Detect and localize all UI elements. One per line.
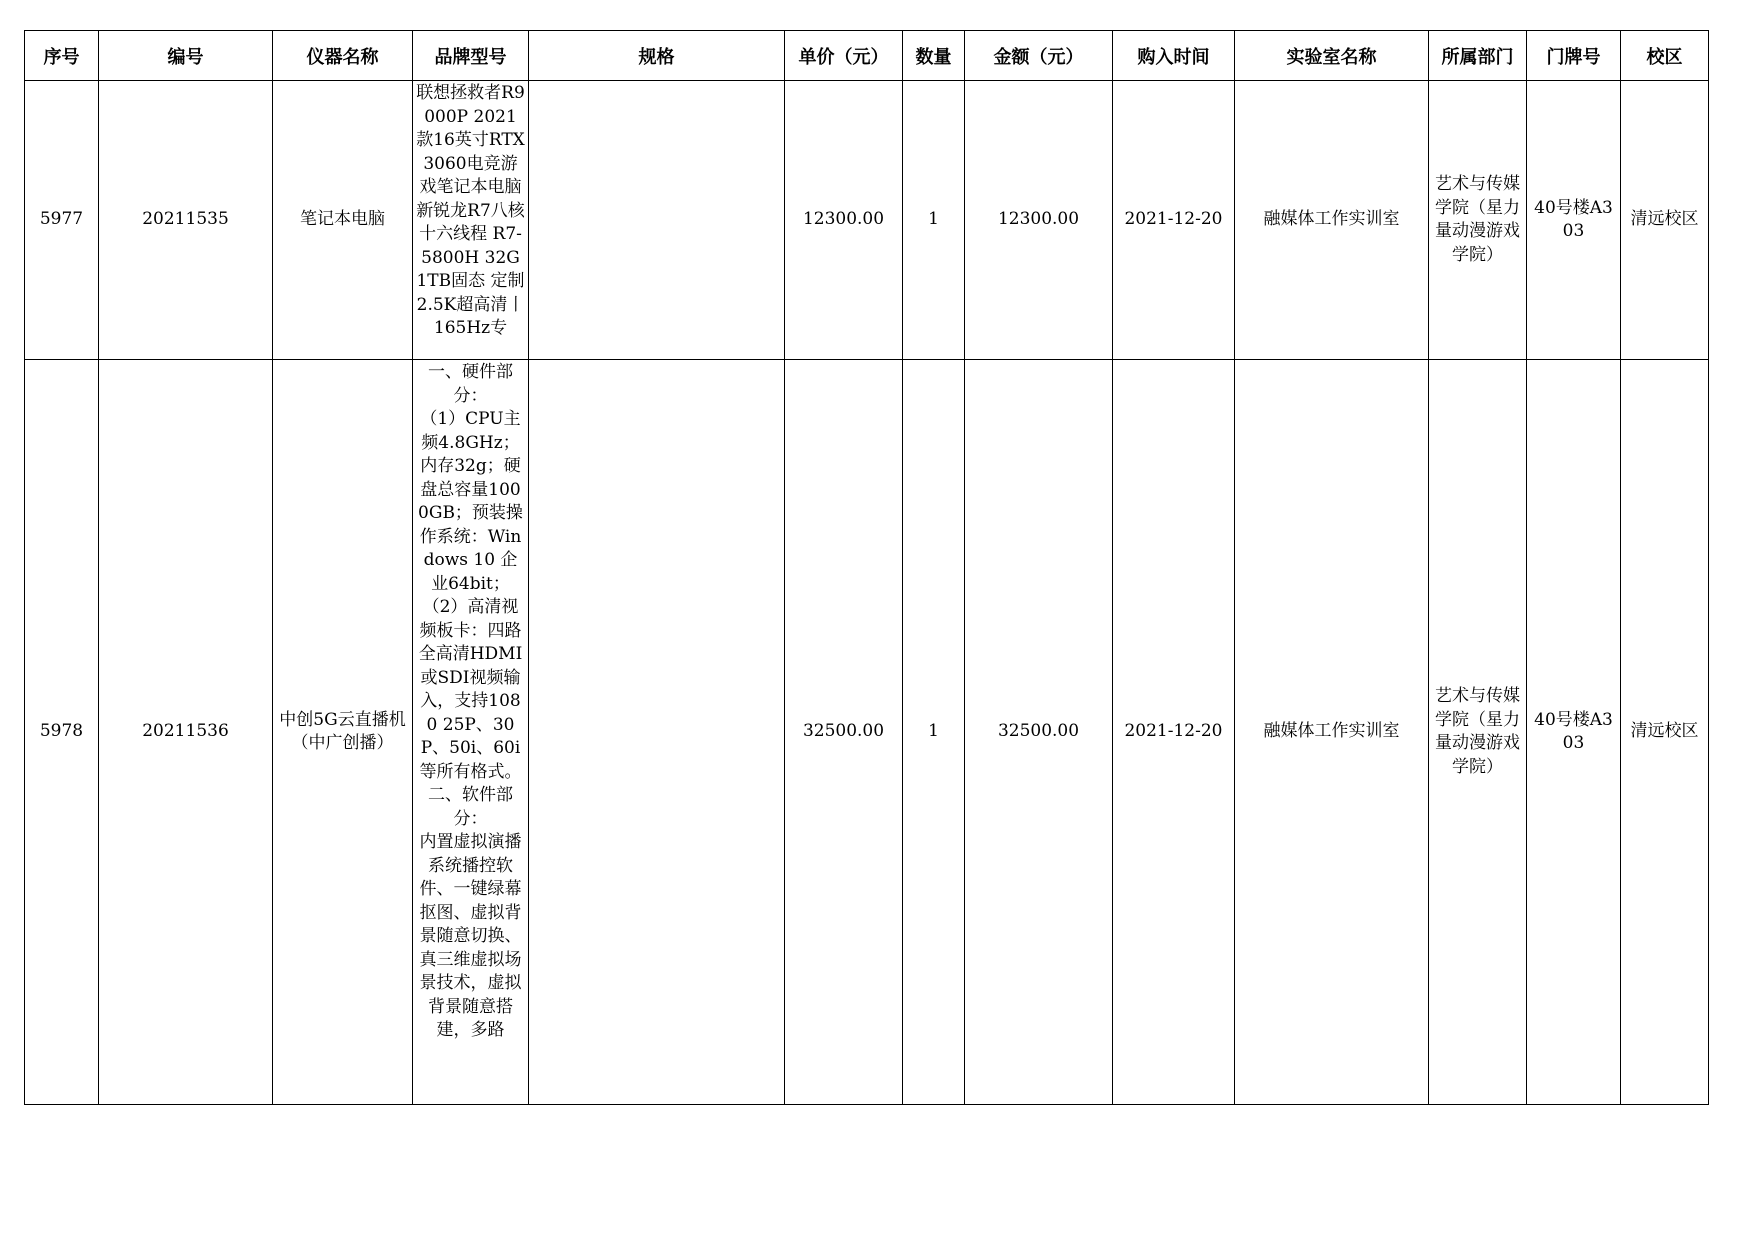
cell-model	[413, 360, 529, 1105]
cell-room-text: 40号楼A303	[1534, 197, 1613, 241]
cell-unit-price: 12300.00	[785, 81, 903, 360]
cell-name	[273, 81, 413, 360]
cell-unit-price: 32500.00	[785, 360, 903, 1105]
cell-spec	[529, 360, 785, 1105]
cell-dept	[1429, 81, 1527, 360]
cell-dept	[1429, 360, 1527, 1105]
cell-seq: 5978	[25, 360, 99, 1105]
cell-model-text: 联想拯救者R9000P 2021款16英寸RTX3060电竞游戏笔记本电脑 新锐龙R7八核十六线程 R7-5800H 32G 1TB固态 定制 2.5K超高清丨165Hz专	[416, 83, 530, 338]
equipment-table	[24, 30, 1709, 1105]
header-unit-price: 单价（元）	[785, 31, 903, 81]
header-spec: 规格	[529, 31, 785, 81]
cell-campus: 清远校区	[1621, 81, 1709, 360]
cell-model	[413, 81, 529, 360]
cell-dept-text: 艺术与传媒学院（星力量动漫游戏学院）	[1435, 174, 1520, 265]
cell-qty: 1	[903, 360, 965, 1105]
cell-lab: 融媒体工作实训室	[1235, 360, 1429, 1105]
header-date: 购入时间	[1113, 31, 1235, 81]
cell-seq: 5977	[25, 81, 99, 360]
cell-lab: 融媒体工作实训室	[1235, 81, 1429, 360]
cell-spec	[529, 81, 785, 360]
cell-code: 20211535	[99, 81, 273, 360]
header-seq: 序号	[25, 31, 99, 81]
table-row	[25, 360, 1709, 1105]
header-model: 品牌型号	[413, 31, 529, 81]
cell-date: 2021-12-20	[1113, 81, 1235, 360]
header-dept: 所属部门	[1429, 31, 1527, 81]
header-row	[25, 31, 1709, 81]
header-code: 编号	[99, 31, 273, 81]
table-row	[25, 81, 1709, 360]
cell-amount: 12300.00	[965, 81, 1113, 360]
header-amount: 金额（元）	[965, 31, 1113, 81]
cell-campus: 清远校区	[1621, 360, 1709, 1105]
header-qty: 数量	[903, 31, 965, 81]
cell-room-text: 40号楼A303	[1534, 709, 1613, 753]
header-lab: 实验室名称	[1235, 31, 1429, 81]
cell-room	[1527, 360, 1621, 1105]
cell-name	[273, 360, 413, 1105]
cell-room	[1527, 81, 1621, 360]
header-campus: 校区	[1621, 31, 1709, 81]
cell-code: 20211536	[99, 360, 273, 1105]
cell-dept-text: 艺术与传媒学院（星力量动漫游戏学院）	[1435, 686, 1520, 777]
cell-date: 2021-12-20	[1113, 360, 1235, 1105]
cell-qty: 1	[903, 81, 965, 360]
cell-amount: 32500.00	[965, 360, 1113, 1105]
header-name: 仪器名称	[273, 31, 413, 81]
header-room: 门牌号	[1527, 31, 1621, 81]
cell-model-text: 一、硬件部分： （1）CPU主频4.8GHz；内存32g；硬盘总容量1000GB；预装操作系统：Windows 10 企业64bit； （2）高清视频板卡：四路全高清HDMI或SDI视频输入，支持1080 25P、30P、50i、60i等所有格式。 二、软件部分： 内置虚拟演播系统播控软件、一键绿幕抠图、虚拟背景随意切换、真三维虚拟场景技术，虚拟背景随意搭建，多路	[418, 362, 523, 1040]
cell-name-text: 中创5G云直播机（中广创播）	[279, 709, 406, 753]
cell-name-text: 笔记本电脑	[300, 209, 385, 230]
